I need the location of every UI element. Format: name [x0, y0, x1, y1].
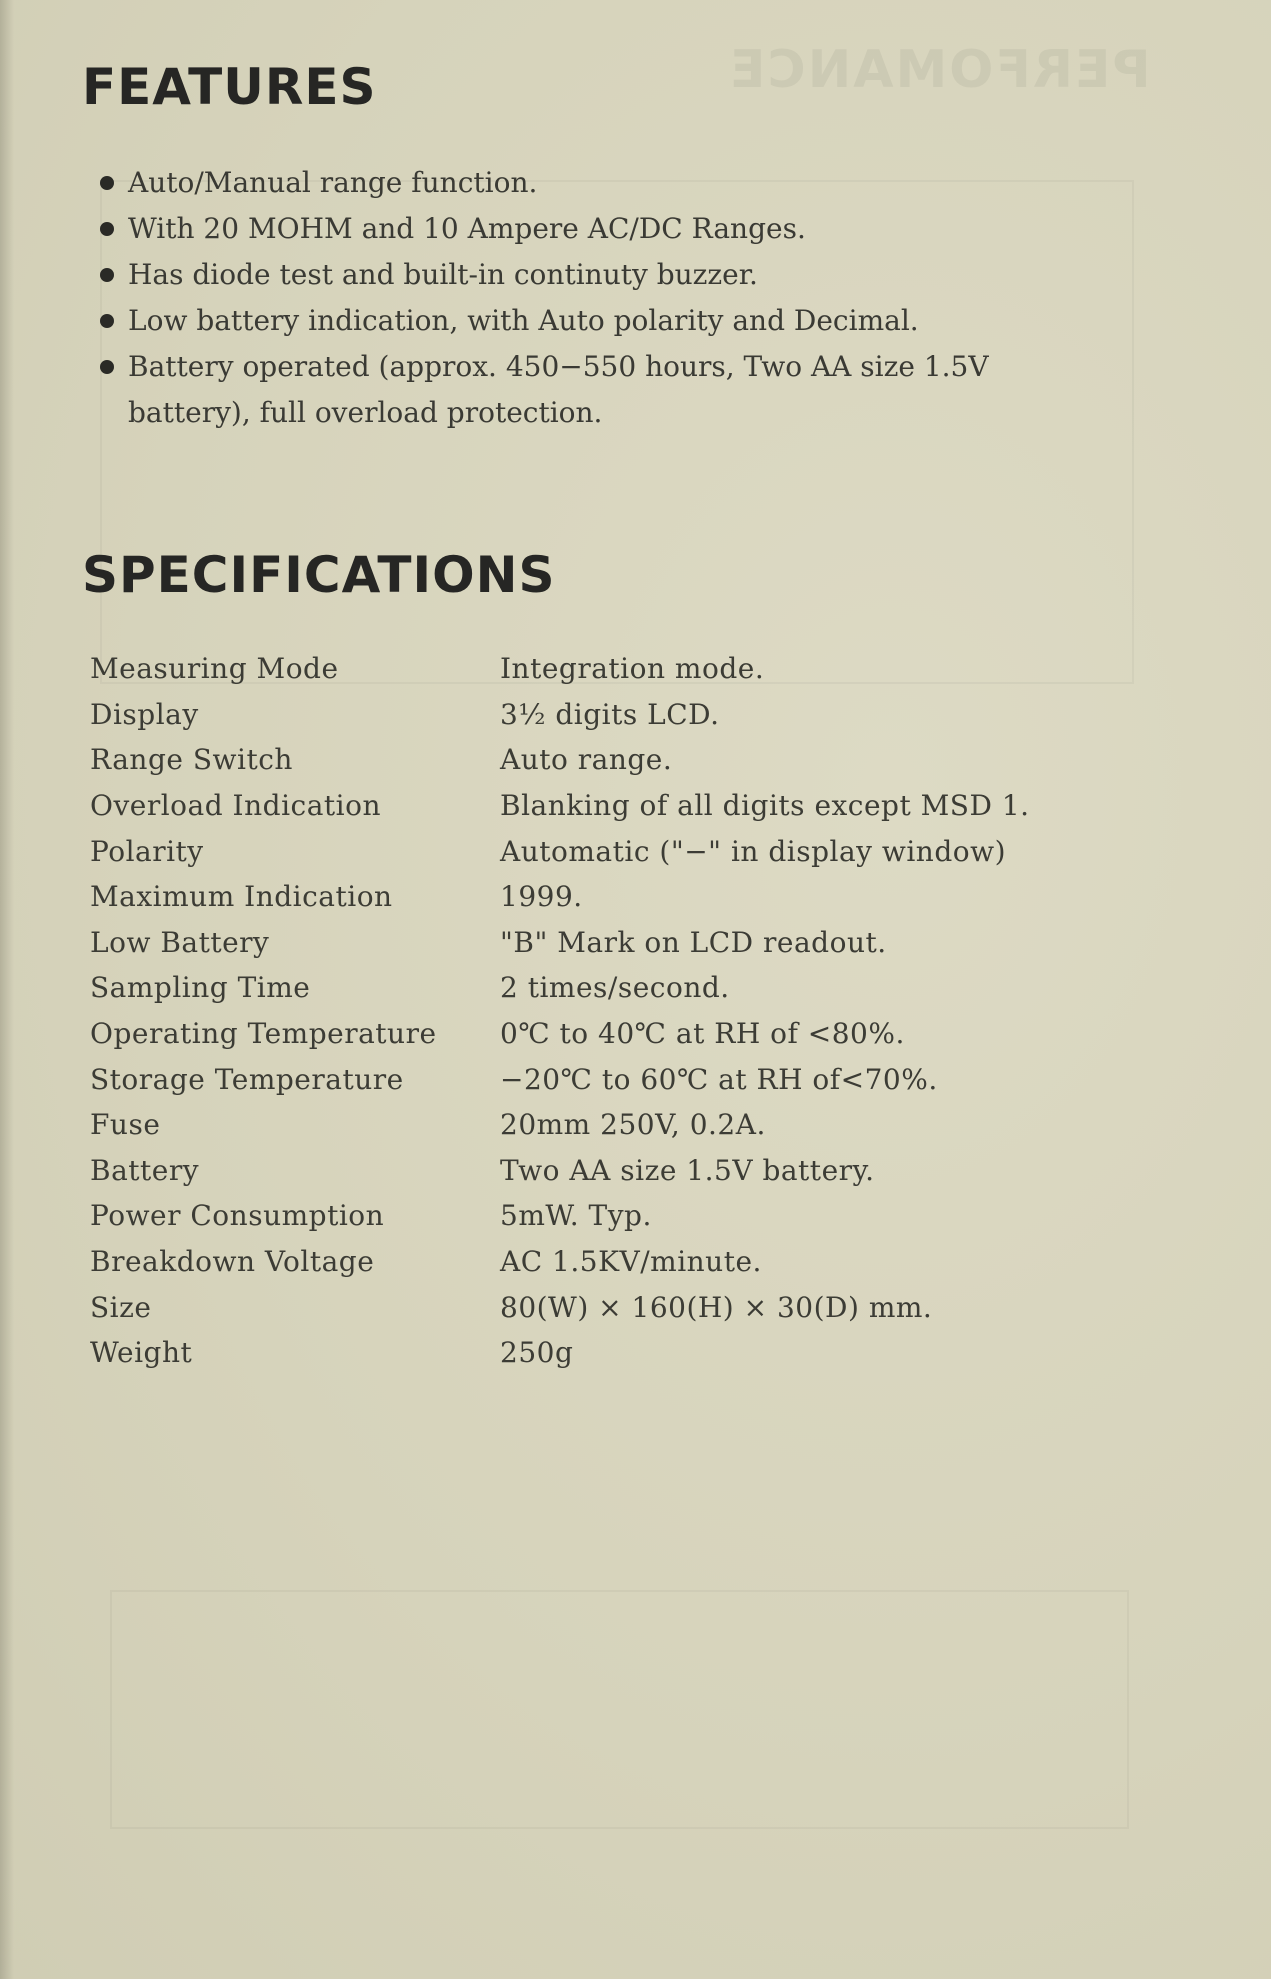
spec-row [90, 1330, 1190, 1376]
spec-label: Weight [90, 1336, 193, 1370]
feature-item [98, 206, 1098, 252]
bleed-through-text: PERFOMANCE [728, 40, 1151, 100]
feature-text: Has diode test and built-in continuty buzzer. [128, 258, 758, 291]
bullet-icon [100, 360, 114, 374]
spec-label: Low Battery [90, 925, 270, 959]
spec-value: 1999. [500, 880, 583, 914]
spec-label: Display [90, 697, 199, 731]
spec-row [90, 1148, 1190, 1194]
spec-value: "B" Mark on LCD readout. [500, 925, 887, 959]
spec-value: 2 times/second. [500, 971, 730, 1005]
spec-label: Battery [90, 1153, 200, 1187]
feature-item [98, 160, 1098, 206]
specifications-table [90, 646, 1190, 1376]
spec-label: Operating Temperature [90, 1017, 437, 1051]
spec-row [90, 783, 1190, 829]
bullet-icon [100, 314, 114, 328]
spec-label: Breakdown Voltage [90, 1245, 375, 1279]
spec-row [90, 828, 1190, 874]
spec-label: Fuse [90, 1108, 161, 1142]
spec-value: Auto range. [500, 743, 673, 777]
spec-row [90, 692, 1190, 738]
spec-value: Blanking of all digits except MSD 1. [500, 789, 1030, 823]
feature-text: With 20 MOHM and 10 Ampere AC/DC Ranges. [128, 212, 806, 245]
features-heading: FEATURES [82, 58, 377, 116]
spec-label: Size [90, 1290, 152, 1324]
spec-value: 80(W) × 160(H) × 30(D) mm. [500, 1290, 933, 1324]
spec-row [90, 965, 1190, 1011]
spec-row [90, 1102, 1190, 1148]
spec-label: Range Switch [90, 743, 293, 777]
spec-row [90, 1056, 1190, 1102]
spec-row [90, 874, 1190, 920]
feature-item [98, 252, 1098, 298]
features-list [98, 160, 1098, 436]
spec-label: Measuring Mode [90, 652, 339, 686]
feature-text: Battery operated (approx. 450−550 hours, Two AA size 1.5V battery), full overload protection. [128, 350, 989, 429]
spec-value: Two AA size 1.5V battery. [500, 1153, 875, 1187]
bleed-through-box-lower [110, 1590, 1129, 1829]
spec-label: Overload Indication [90, 789, 382, 823]
spec-row [90, 646, 1190, 692]
spec-value: 5mW. Typ. [500, 1199, 652, 1233]
spec-value: Automatic ("−" in display window) [500, 834, 1006, 868]
spec-label: Storage Temperature [90, 1062, 404, 1096]
spec-label: Power Consumption [90, 1199, 385, 1233]
bullet-icon [100, 222, 114, 236]
spec-row [90, 737, 1190, 783]
spec-value: 20mm 250V, 0.2A. [500, 1108, 766, 1142]
spec-value: AC 1.5KV/minute. [500, 1245, 762, 1279]
spec-row [90, 1193, 1190, 1239]
spec-label: Sampling Time [90, 971, 311, 1005]
spec-row [90, 920, 1190, 966]
bullet-icon [100, 176, 114, 190]
feature-text: Auto/Manual range function. [128, 166, 538, 199]
spec-label: Maximum Indication [90, 880, 393, 914]
spec-row [90, 1011, 1190, 1057]
spec-label: Polarity [90, 834, 204, 868]
spec-row [90, 1239, 1190, 1285]
feature-item [98, 298, 1098, 344]
spec-value: 0℃ to 40℃ at RH of <80%. [500, 1017, 905, 1051]
bullet-icon [100, 268, 114, 282]
feature-text: Low battery indication, with Auto polarity and Decimal. [128, 304, 919, 337]
spec-value: 3½ digits LCD. [500, 697, 720, 731]
specifications-heading: SPECIFICATIONS [82, 546, 556, 604]
spec-value: −20℃ to 60℃ at RH of<70%. [500, 1062, 938, 1096]
spec-row [90, 1284, 1190, 1330]
spec-value: 250g [500, 1336, 574, 1370]
spec-value: Integration mode. [500, 652, 765, 686]
feature-item [98, 344, 1098, 436]
